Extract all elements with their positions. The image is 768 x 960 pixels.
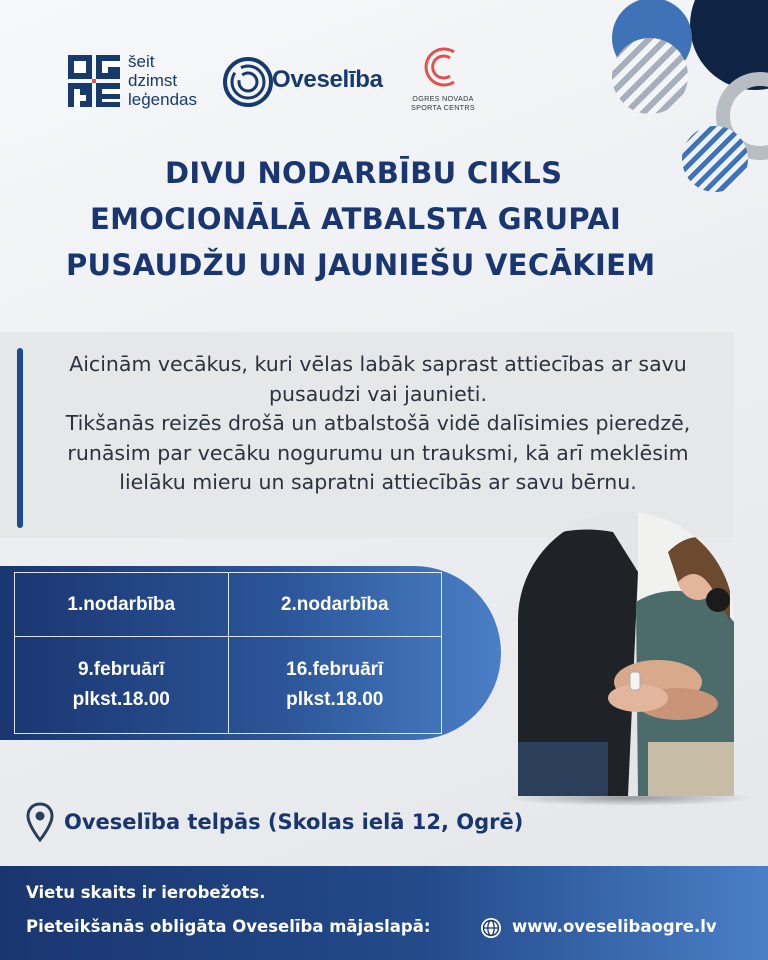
session-2-datetime (228, 637, 442, 734)
ogre-logo (68, 55, 124, 107)
schedule-table (14, 572, 442, 734)
intro-accent-bar (17, 348, 23, 528)
intro-text (34, 350, 722, 498)
session-1-time: plkst.18.00 (72, 689, 170, 711)
session-2-label: 2.nodarbība (228, 573, 442, 637)
event-title (0, 150, 768, 288)
title-line-1: DIVU NODARBĪBU CIKLS (165, 156, 563, 190)
oveseliba-logo-mark (222, 56, 274, 108)
session-1-label: 1.nodarbība (15, 573, 229, 637)
ogre-tagline: šeit dzimst leģendas (128, 52, 198, 109)
website-link[interactable]: www.oveselibaogre.lv (512, 917, 717, 936)
sports-centre-logo (420, 44, 464, 90)
title-line-2: EMOCIONĀLĀ ATBALSTA GRUPAI (90, 202, 622, 236)
intro-paragraph-1: Aicinām vecākus, kuri vēlas labāk saprast attiecības ar savu pusaudzi vai jaunieti. (69, 352, 687, 406)
title-line-3: PUSAUDŽU UN JAUNIEŠU VECĀKIEM (66, 248, 656, 282)
session-2-date: 16.februārī (286, 659, 384, 681)
intro-paragraph-2: Tikšanās reizēs drošā un atbalstošā vidē dalīsimies pieredzē, runāsim par vecāku nogurumu un trauksmi, kā arī meklēsim lielāku mieru un sapratni attiecībās ar savu bērnu. (65, 411, 691, 494)
footer-limited-seats: Vietu skaits ir ierobežots. (26, 883, 266, 902)
globe-icon (480, 917, 502, 939)
decorative-striped-circle (612, 38, 688, 114)
session-1-datetime (15, 637, 229, 734)
group-hands-photo (518, 512, 734, 796)
session-2-time: plkst.18.00 (286, 689, 384, 711)
photo-illustration (518, 512, 734, 796)
footer-registration-note: Pieteikšanās obligāta Oveselība mājaslapā: (26, 917, 431, 936)
oveseliba-logo-name: Oveselība (272, 66, 383, 93)
session-1-date: 9.februārī (77, 659, 165, 681)
footer-banner (0, 866, 768, 960)
sports-centre-name: OGRES NOVADA SPORTA CENTRS (411, 94, 475, 112)
location-pin-icon (26, 802, 54, 842)
location-text: Oveselība telpās (Skolas ielā 12, Ogrē) (64, 810, 524, 834)
